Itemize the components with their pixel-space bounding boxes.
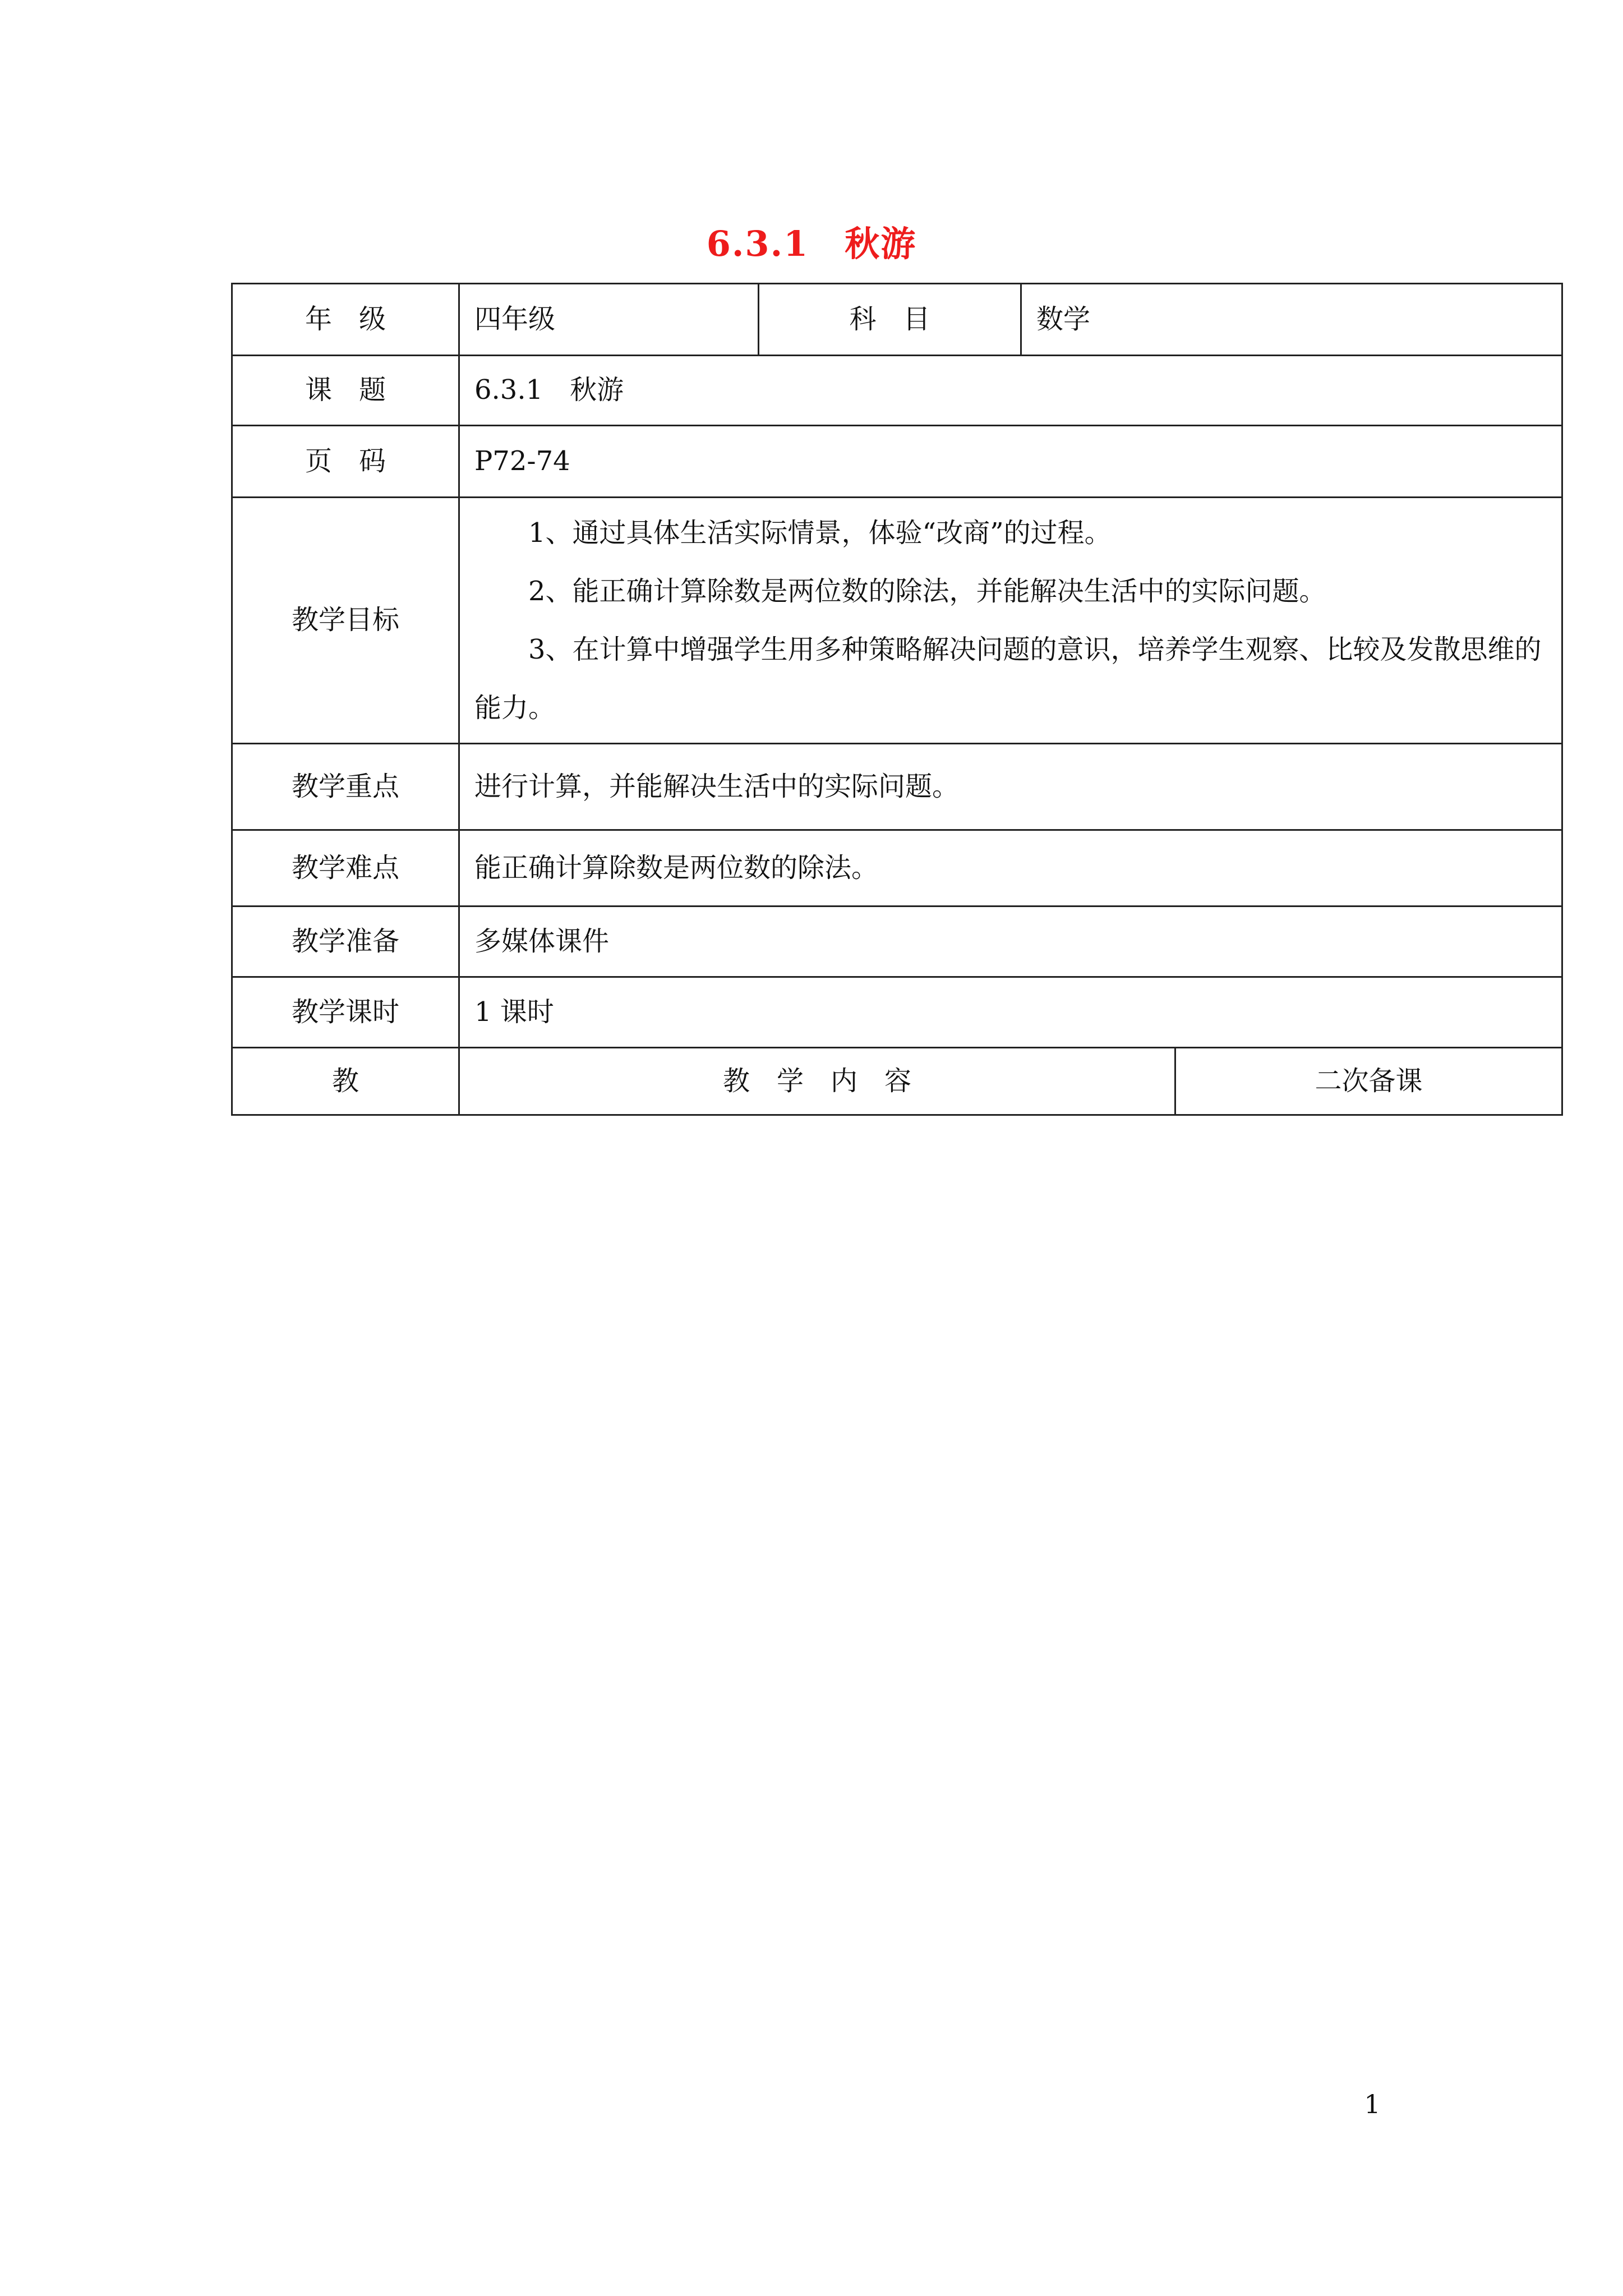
subject-value: 数学 (1021, 284, 1562, 356)
keypoint-label: 教学重点 (232, 744, 459, 830)
topic-value: 6.3.1 秋游 (459, 356, 1562, 426)
goal-item: 2、能正确计算除数是两位数的除法，并能解决生活中的实际问题。 (528, 576, 1326, 607)
keypoint-row (232, 744, 1562, 830)
teach-label: 教 (232, 1048, 459, 1115)
content-label: 教 学 内 容 (459, 1048, 1175, 1115)
prep-label: 教学准备 (232, 907, 459, 977)
goal-item: 1、通过具体生活实际情景，体验“改商”的过程。 (528, 517, 1112, 549)
revision-label: 二次备课 (1175, 1048, 1562, 1115)
goals-label: 教学目标 (232, 498, 459, 744)
prep-value: 多媒体课件 (459, 907, 1562, 977)
pages-label: 页 码 (232, 426, 459, 498)
grade-value: 四年级 (459, 284, 759, 356)
page-number: 1 (1364, 2089, 1381, 2119)
pages-row (232, 426, 1562, 498)
content-header-row (232, 1048, 1562, 1115)
goals-list (459, 498, 1562, 744)
goals-row (232, 498, 1562, 744)
subject-label: 科 目 (759, 284, 1021, 356)
document-title: 6.3.1 秋游 (706, 223, 917, 264)
topic-row (232, 356, 1562, 426)
goal-item: 3、在计算中增强学生用多种策略解决问题的意识，培养学生观察、比较及发散思维的能力。 (474, 634, 1542, 724)
hours-row (232, 977, 1562, 1048)
topic-label: 课 题 (232, 356, 459, 426)
grade-label: 年 级 (232, 284, 459, 356)
difficulty-row (232, 830, 1562, 907)
hours-value: 1 课时 (459, 977, 1562, 1048)
keypoint-value: 进行计算，并能解决生活中的实际问题。 (459, 744, 1562, 830)
prep-row (232, 907, 1562, 977)
grade-row (232, 284, 1562, 356)
hours-label: 教学课时 (232, 977, 459, 1048)
difficulty-value: 能正确计算除数是两位数的除法。 (459, 830, 1562, 907)
pages-value: P72-74 (459, 426, 1562, 498)
difficulty-label: 教学难点 (232, 830, 459, 907)
lesson-plan-table (231, 283, 1563, 1116)
